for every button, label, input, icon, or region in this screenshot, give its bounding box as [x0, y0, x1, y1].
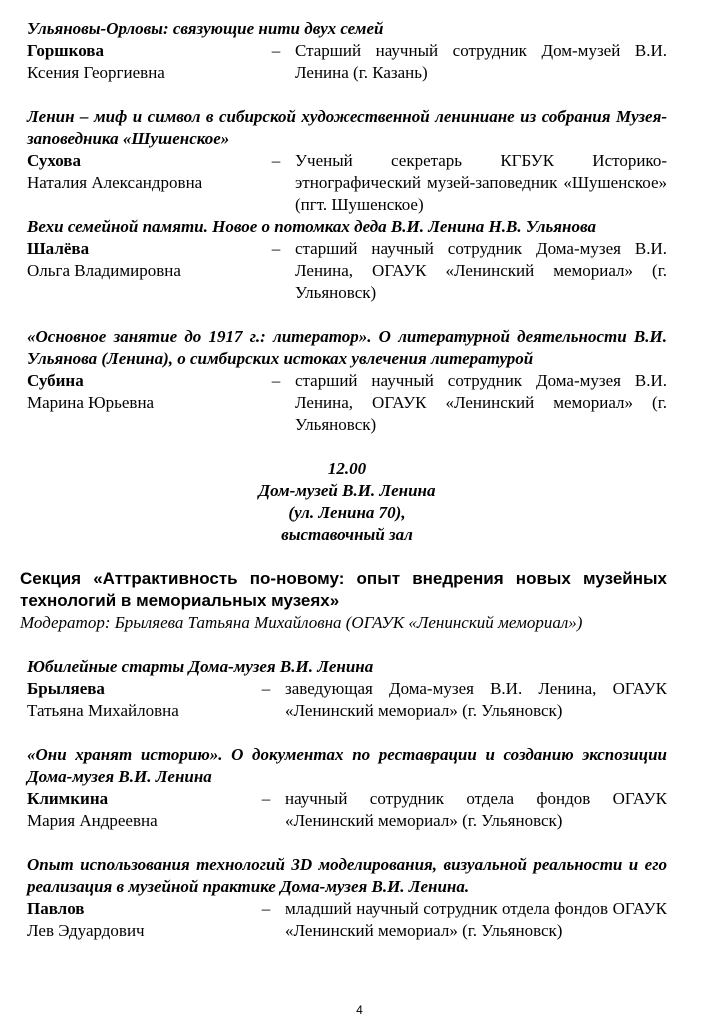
speaker-position: младший научный сотрудник отдела фондов ОГАУК «Ленинский мемориал» (г. Ульяновск) — [285, 899, 667, 940]
speaker-position: старший научный сотрудник Дома-музея В.И. Ленина, ОГАУК «Ленинский мемориал» (г. Ульяновск) — [295, 371, 667, 434]
speaker-row — [27, 40, 667, 84]
dash: – — [261, 789, 271, 808]
program-page — [20, 18, 667, 942]
talk-title: «Основное занятие до 1917 г.: литератор». О литературной деятельности В.И. Ульянова (Ленина), о симбирских истоках увлечения литературой — [27, 327, 667, 368]
section-title: Секция «Аттрактивность по-новому: опыт внедрения новых музейных технологий в мемориальных музеях» — [20, 569, 667, 610]
speaker-given-names: Наталия Александровна — [27, 173, 203, 192]
speaker-given-names: Мария Андреевна — [27, 811, 158, 830]
speaker-position: заведующая Дома-музея В.И. Ленина, ОГАУК «Ленинский мемориал» (г. Ульяновск) — [285, 679, 667, 720]
talk-entry — [27, 656, 667, 722]
speaker-name — [27, 40, 257, 84]
page-number: 4 — [356, 1003, 363, 1017]
speaker-name — [27, 788, 247, 832]
talk-entry — [27, 854, 667, 942]
talk-title: «Они хранят историю». О документах по реставрации и созданию экспозиции Дома-музея В.И. Ленина — [27, 745, 667, 786]
talk-entry — [27, 744, 667, 832]
dash: – — [271, 151, 281, 170]
talk-entry — [27, 18, 667, 84]
dash: – — [271, 41, 281, 60]
speaker-row — [27, 678, 667, 722]
talk-title: Опыт использования технологий 3D моделирования, визуальной реальности и его реализация в музейной практике Дома-музея В.И. Ленина. — [27, 855, 667, 896]
speaker-name — [27, 678, 247, 722]
speaker-position: Ученый секретарь КГБУК Историко-этнографический музей-заповедник «Шушенское» (пгт. Шушенское) — [295, 151, 667, 214]
speaker-name — [27, 238, 257, 304]
dash: – — [271, 371, 281, 390]
section-moderator: Модератор: Брыляева Татьяна Михайловна (ОГАУК «Ленинский мемориал») — [20, 613, 583, 632]
venue-block — [27, 458, 667, 546]
speaker-position: старший научный сотрудник Дома-музея В.И. Ленина, ОГАУК «Ленинский мемориал» (г. Ульяновск) — [295, 239, 667, 302]
speaker-row — [27, 788, 667, 832]
speaker-name — [27, 898, 247, 942]
speaker-row — [27, 370, 667, 436]
venue-hall: выставочный зал — [281, 525, 413, 544]
speaker-row — [27, 898, 667, 942]
speaker-row — [27, 238, 667, 304]
dash: – — [261, 679, 271, 698]
speaker-surname: Сухова — [27, 151, 81, 170]
talk-title: Юбилейные старты Дома-музея В.И. Ленина — [27, 657, 374, 676]
speaker-given-names: Ксения Георгиевна — [27, 63, 165, 82]
speaker-row — [27, 150, 667, 216]
talk-title: Вехи семейной памяти. Новое о потомках деда В.И. Ленина Н.В. Ульянова — [27, 217, 596, 236]
talk-title: Ульяновы-Орловы: связующие нити двух семей — [27, 19, 384, 38]
session-time: 12.00 — [327, 459, 367, 478]
speaker-position: Старший научный сотрудник Дом-музей В.И. Ленина (г. Казань) — [295, 41, 667, 82]
speaker-given-names: Лев Эдуардович — [27, 921, 145, 940]
talk-entry — [27, 326, 667, 436]
speaker-position: научный сотрудник отдела фондов ОГАУК «Ленинский мемориал» (г. Ульяновск) — [285, 789, 667, 830]
venue-address: (ул. Ленина 70), — [288, 503, 406, 522]
speaker-surname: Шалёва — [27, 239, 90, 258]
speaker-name — [27, 150, 257, 216]
venue-place: Дом-музей В.И. Ленина — [258, 481, 436, 500]
speaker-surname: Горшкова — [27, 41, 104, 60]
speaker-name — [27, 370, 257, 436]
talk-entry — [27, 106, 667, 216]
dash: – — [261, 899, 271, 918]
talk-title: Ленин – миф и символ в сибирской художественной лениниане из собрания Музея-заповедника «Шушенское» — [27, 107, 667, 148]
speaker-given-names: Марина Юрьевна — [27, 393, 155, 412]
speaker-surname: Павлов — [27, 899, 85, 918]
speaker-surname: Субина — [27, 371, 84, 390]
talk-entry — [27, 216, 667, 304]
speaker-surname: Брыляева — [27, 679, 105, 698]
dash: – — [271, 239, 281, 258]
speaker-given-names: Ольга Владимировна — [27, 261, 181, 280]
speaker-surname: Климкина — [27, 789, 109, 808]
speaker-given-names: Татьяна Михайловна — [27, 701, 179, 720]
